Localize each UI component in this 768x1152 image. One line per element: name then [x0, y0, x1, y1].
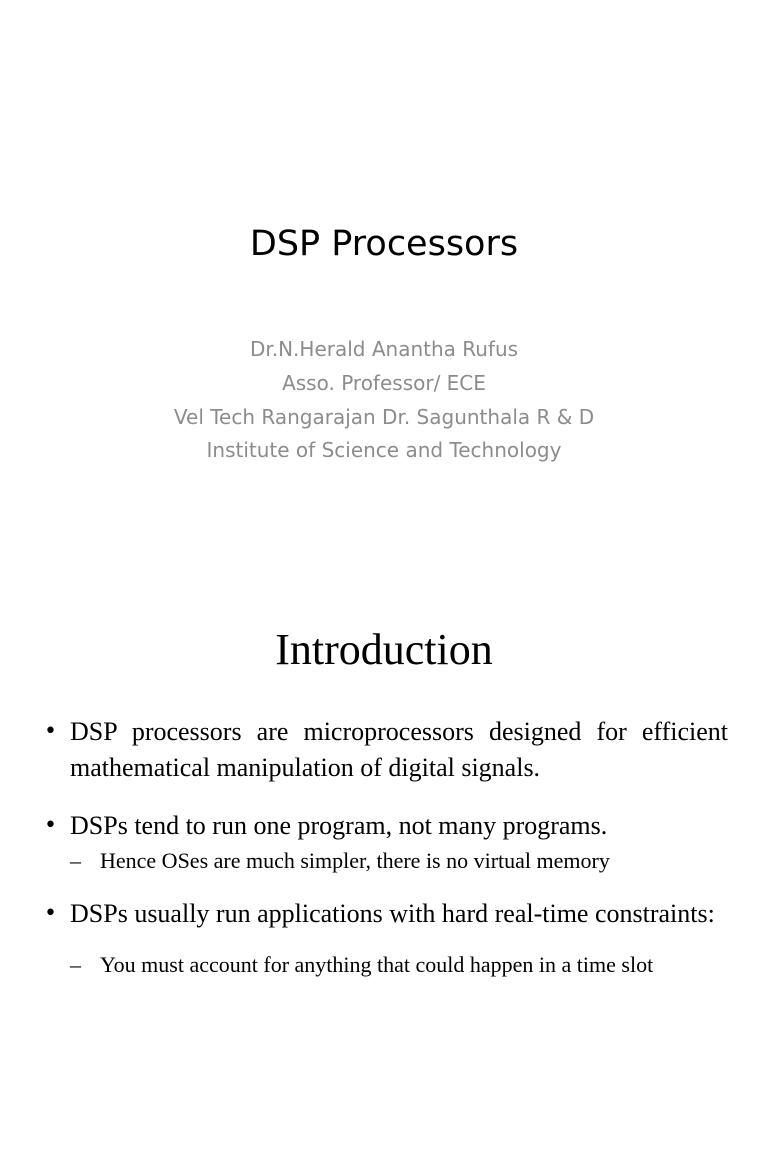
- author-name: Dr.N.Herald Anantha Rufus: [249, 337, 519, 361]
- bullet-item: • DSPs usually run applications with hard real-time constraints:: [44, 896, 728, 932]
- introduction-slide: [0, 576, 768, 1152]
- slide-title: Introduction: [275, 625, 493, 674]
- sub-bullet-item: – You must account for anything that could happen in a time slot: [44, 950, 728, 980]
- slide-title: DSP Processors: [249, 224, 519, 264]
- bullet-list: [44, 714, 728, 980]
- bullet-item: • DSP processors are microprocessors designed for efficient mathematical manipulation of digital signals.: [44, 714, 728, 786]
- institution-line-2: Institute of Science and Technology: [206, 438, 562, 462]
- slide-subtitle: [0, 332, 768, 466]
- bullet-item: • DSPs tend to run one program, not many programs.: [44, 808, 728, 844]
- author-position: Asso. Professor/ ECE: [282, 371, 486, 395]
- sub-bullet-item: – Hence OSes are much simpler, there is no virtual memory: [44, 846, 728, 876]
- institution-line-1: Vel Tech Rangarajan Dr. Sagunthala R & D: [173, 405, 595, 429]
